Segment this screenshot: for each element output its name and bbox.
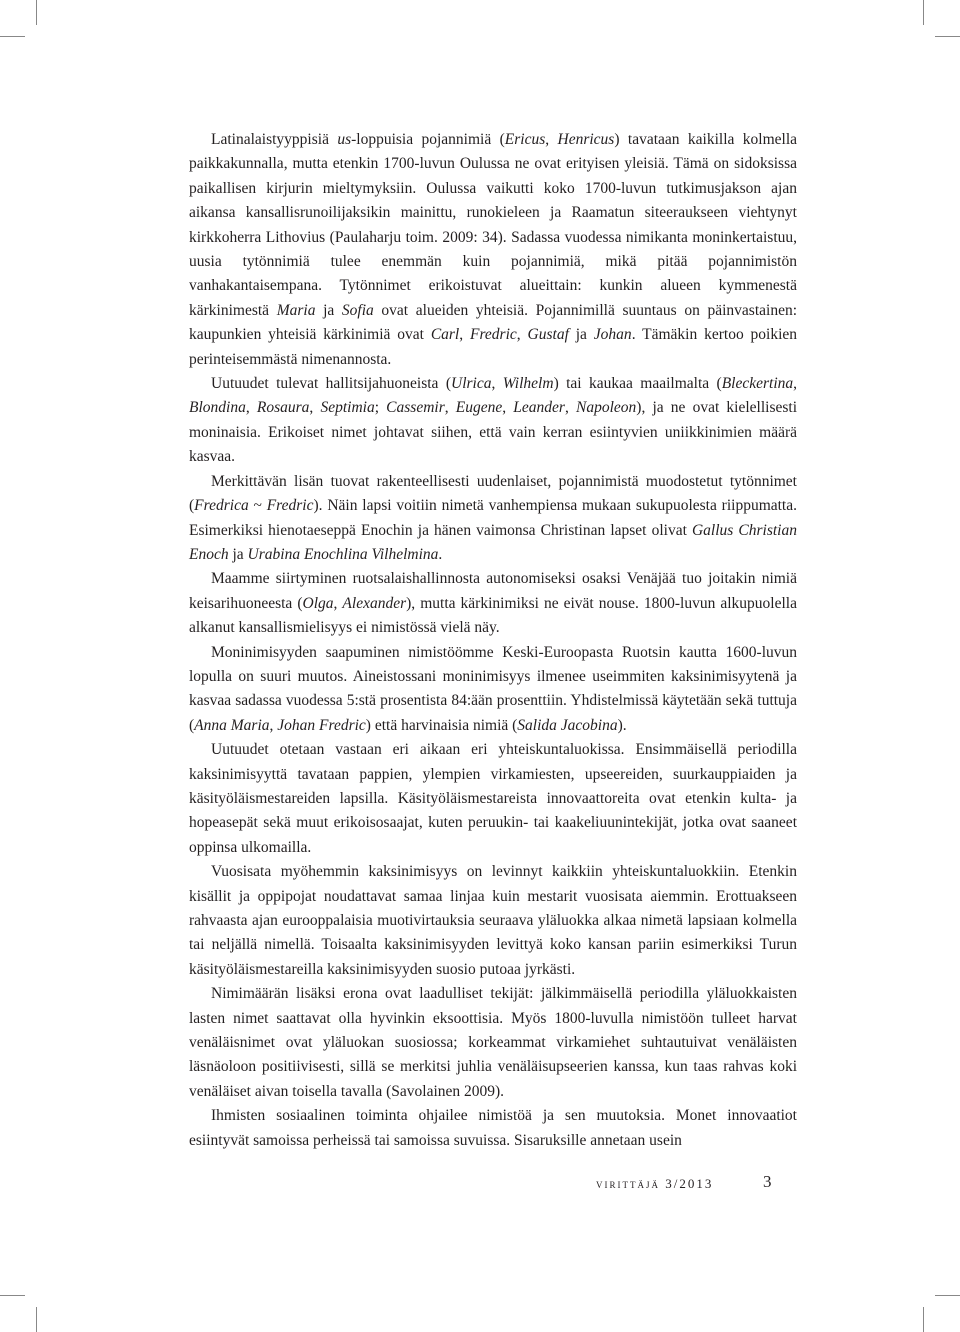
italic-name: Ulrica (451, 375, 492, 393)
italic-name: Johan Fredric (277, 716, 366, 734)
italic-name: Blondina (189, 399, 246, 417)
italic-name: Bleckertina (721, 375, 794, 393)
paragraph: Nimimäärän lisäksi erona ovat laadulliset tekijät: jälkimmäisellä periodilla yläluokkaisten lasten nimet saattavat olla hyvinkin eksoottisia. Myös 1800-luvulla nimistöön tulleet harvat venäläisnimet ovat yläluokan suosiossa; korkeammat virkamiehet suhtautuivat venäläisten läsnäoloon positiivisesti, sillä se merkitsi juhlia venäläisupseerien kanssa, kun taas rahvas koki venäläiset aivan toisella tavalla (Savolainen 2009). (189, 985, 797, 1100)
paragraph: Uutuudet tulevat hallitsijahuoneista (Ulrica, Wilhelm) tai kaukaa maailmalta (Bleckertina, Blondina, Rosaura, Septimia; Cassemir, Eugene, Leander, Napoleon), ja ne ovat kielellisesti moninaisia. Erikoiset nimet johtavat siihen, että vain kerran esiintyvien uniikkinimien määrä kasvaa. (189, 375, 798, 466)
italic-name: Olga (302, 594, 334, 612)
italic-name: Maria (276, 301, 316, 319)
italic-name: Fredric (266, 497, 314, 515)
paragraph: Uutuudet otetaan vastaan eri aikaan eri yhteiskuntaluokissa. Ensimmäisellä periodilla kaksinimisyyttä tavataan pappien, ylempien virkamiesten, upseereiden, suurkauppiaiden ja käsityöläismestareiden lapsilla. Käsityöläismestareista innovaattoreita ovat etenkin kulta- ja hopeasepät sekä muut erikoisosaajat, kuten peruukin- tai kaakeliuunintekijät, jotka ovat saaneet oppinsa ulkomailla. (189, 741, 797, 856)
article-body (189, 128, 797, 1153)
italic-name: Ericus (504, 131, 546, 148)
italic-name: Johan (593, 326, 632, 344)
italic-name: Cassemir (386, 399, 445, 417)
italic-name: us (337, 131, 352, 148)
italic-name: Anna Maria (194, 716, 270, 734)
italic-name: Leander (513, 399, 565, 417)
italic-name: Wilhelm (502, 375, 554, 393)
italic-name: Sofia (341, 301, 374, 319)
journal-name: virittäjä 3/2013 (596, 1176, 714, 1191)
italic-name: Gustaf (527, 326, 569, 344)
italic-name: Carl (430, 326, 460, 344)
paragraph: Merkittävän lisän tuovat rakenteellisesti uudenlaiset, pojannimistä muodostetut tytönnimet (Fredrica ~ Fredric). Näin lapsi voitiin nimetä vanhempiensa mukaan sukupuolesta riippumatta. Esimerkiksi hienotaeseppä Enochin ja hänen vaimonsa Christinan lapset olivat Gallus Christian Enoch ja Urabina Enochlina Vilhelmina. (189, 472, 797, 563)
italic-name: Henricus (557, 131, 615, 148)
crop-mark (935, 1295, 960, 1296)
crop-mark (935, 36, 960, 37)
italic-name: Fredrica (194, 497, 249, 515)
italic-name: Alexander (342, 594, 407, 612)
running-footer (596, 1176, 776, 1192)
crop-mark (0, 36, 25, 37)
italic-name: Salida Jacobina (517, 716, 618, 734)
paragraph: Maamme siirtyminen ruotsalaishallinnosta autonomiseksi osaksi Venäjää tuo joitakin nimiä keisarihuoneesta (Olga, Alexander), mutta kärkinimiksi ne eivät nouse. 1800-luvun alkupuolella alkanut kansallismielisyys ei nimistössä vielä näy. (189, 570, 797, 637)
italic-name: Rosaura (256, 399, 310, 417)
paragraph: Ihmisten sosiaalinen toiminta ohjailee nimistöä ja sen muutoksia. Monet innovaatiot esiintyvät samoissa perheissä tai samoissa suvuissa. Sisaruksille annetaan usein (189, 1107, 797, 1149)
crop-mark (923, 0, 924, 25)
crop-mark (36, 1307, 37, 1332)
italic-name: Eugene (455, 399, 503, 417)
italic-name: Napoleon (576, 399, 637, 417)
italic-name: Septimia (320, 399, 375, 417)
paragraph: Vuosisata myöhemmin kaksinimisyys on levinnyt kaikkiin yhteiskuntaluokkiin. Etenkin kisällit ja oppipojat noudattavat samaa linjaa kuin mestarit vuosisata aiemmin. Erottuakseen rahvaasta ajan eurooppalaisia muotivirtauksia seuraava yläluokka alkaa nimetä lapsiaan kolmella tai neljällä nimellä. Toisaalta kaksinimisyyden levittyä koko kansan pariin esimerkiksi Turun käsityöläismestareilla kaksinimisyyden suosio putoaa jyrkästi. (189, 863, 797, 978)
page-number: 3 (763, 1172, 772, 1191)
italic-name: Urabina Enochlina Vilhelmina (247, 545, 439, 563)
italic-name: Gallus Christian Enoch (189, 521, 797, 563)
crop-mark (0, 1295, 25, 1296)
crop-mark (923, 1307, 924, 1332)
italic-name: Fredric (470, 326, 517, 344)
paragraph: Moninimisyyden saapuminen nimistöömme Keski-Euroopasta Ruotsin kautta 1600-luvun lopulla on suuri muutos. Aineistossani moninimisyys ilmenee useimmiten kaksinimisyytenä ja kasvaa sadassa vuodessa 5:stä prosentista 84:ään prosenttiin. Yhdistelmissä käytetään sekä tuttuja (Anna Maria, Johan Fredric) että harvinaisia nimiä (Salida Jacobina). (189, 643, 797, 734)
paragraph: Latinalaistyyppisiä us-loppuisia pojannimiä (Ericus, Henricus) tavataan kaikilla kolmella paikkakunnalla, mutta etenkin 1700-luvun Oulussa ne ovat erityisen yleisiä. Tämä on sidoksissa paikallisen kirjurin mieltymyksiin. Oulussa vaikutti koko 1700-luvun tutkimusjakson ajan aikansa kansallisrunoilijaksikin mainittu, runokieleen ja Raamatun siteeraukseen viehtynyt kirkkoherra Lithovius (Paulaharju toim. 2009: 34). Sadassa vuodessa nimikanta moninkertaistuu, uusia tytönnimiä tulee enemmän kuin pojannimiä, mikä pitää pojannimistön vanhakantaisempana. Tytönnimet erikoistuvat alueittain: kunkin alueen kymmenestä kärkinimestä Maria ja Sofia ovat alueiden yhteisiä. Pojannimillä suuntaus on päinvastainen: kaupunkien yhteisiä kärkinimiä ovat Carl, Fredric, Gustaf ja Johan. Tämäkin kertoo poikien perinteisemmästä nimenannosta. (189, 131, 798, 368)
crop-mark (36, 0, 37, 25)
